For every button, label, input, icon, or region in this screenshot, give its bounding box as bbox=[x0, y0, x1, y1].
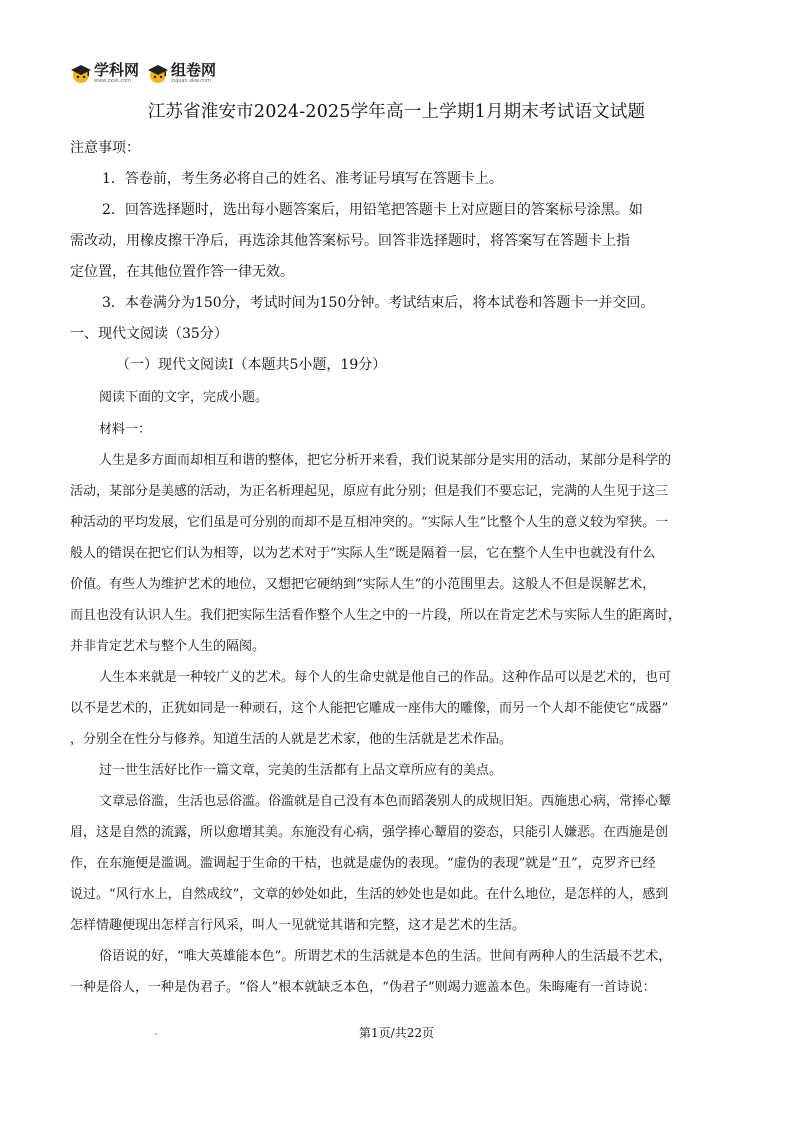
body-line: 一种是俗人，一种是伪君子。“俗人”根本就缺乏本色，“伪君子”则竭力遮盖本色。朱晦庵有一首诗说： bbox=[70, 980, 656, 995]
body-line: 活动，某部分是美感的活动，为正名析理起见，原应有此分别；但是我们不要忘记，完满的人生见于这三 bbox=[70, 484, 669, 499]
section-heading: 一、现代文阅读（35分） bbox=[70, 326, 228, 342]
logo-name: 组卷网 bbox=[171, 60, 217, 79]
xkw-logo bbox=[70, 62, 139, 84]
notice-heading: 注意事项： bbox=[70, 140, 140, 156]
logo-url: zujuan.xkw.com bbox=[171, 77, 211, 84]
material-label: 材料一： bbox=[99, 422, 152, 437]
body-line: 说过。“风行水上，自然成纹”，文章的妙处如此，生活的妙处也是如此。在什么地位，是怎样的人，感到 bbox=[70, 887, 669, 902]
logo-name: 学科网 bbox=[94, 60, 140, 79]
body-line: 以不是艺术的，正犹如同是一种顽石，这个人能把它雕成一座伟大的雕像，而另一个人却不能使它“成器” bbox=[70, 701, 669, 716]
body-line: 作，在东施便是滥调。滥调起于生命的干枯，也就是虚伪的表现。“虚伪的表现”就是“丑”，克罗齐已经 bbox=[70, 856, 656, 871]
body-line: 般人的错误在把它们认为相等，以为艺术对于“实际人生”既是隔着一层，它在整个人生中也就没有什么 bbox=[70, 546, 656, 561]
body-line: 价值。有些人为维护艺术的地位，又想把它硬纳到“实际人生”的小范围里去。这般人不但是误解艺术， bbox=[70, 577, 656, 592]
zjw-logo bbox=[147, 62, 216, 84]
graduation-cap-icon bbox=[147, 62, 169, 84]
subsection-heading: （一）现代文阅读Ⅰ（本题共5小题，19分） bbox=[116, 357, 387, 373]
logo-bar bbox=[70, 60, 224, 86]
logo-url: www.zxxk.com bbox=[94, 77, 132, 84]
body-line: ，分别全在性分与修养。知道生活的人就是艺术家，他的生活就是艺术作品。 bbox=[70, 732, 513, 747]
page-footer: 第1页/共22页 bbox=[359, 1026, 434, 1040]
notice-line: 3．本卷满分为150分，考试时间为150分钟。考试结束后，将本试卷和答题卡一并交回。 bbox=[102, 295, 655, 311]
body-line: 人生本来就是一种较广义的艺术。每个人的生命史就是他自己的作品。这种作品可以是艺术的，也可 bbox=[99, 670, 672, 685]
body-line: 俗语说的好，“唯大英雄能本色”。所谓艺术的生活就是本色的生活。世间有两种人的生活最不艺术， bbox=[99, 949, 672, 964]
instruction: 阅读下面的文字，完成小题。 bbox=[99, 390, 269, 405]
notice-line: 定位置，在其他位置作答一律无效。 bbox=[70, 264, 294, 280]
notice-line: 1．答卷前，考生务必将自己的姓名、准考证号填写在答题卡上。 bbox=[102, 171, 503, 187]
body-line: 怎样情趣便现出怎样言行风采，叫人一见就觉其谐和完整，这才是艺术的生活。 bbox=[70, 918, 526, 933]
body-line: 过一世生活好比作一篇文章，完美的生活都有上品文章所应有的美点。 bbox=[99, 763, 503, 778]
page-title: 江苏省淮安市2024-2025学年高一上学期1月期末考试语文试题 bbox=[147, 102, 646, 122]
body-line: 眉，这是自然的流露，所以愈增其美。东施没有心病，强学捧心颦眉的姿态，只能引人嫌恶。在西施是创 bbox=[70, 825, 669, 840]
notice-line: 需改动，用橡皮擦干净后，再选涂其他答案标号。回答非选择题时，将答案写在答题卡上指 bbox=[70, 233, 630, 249]
body-line: 而且也没有认识人生。我们把实际生活看作整个人生之中的一片段，所以在肯定艺术与实际人生的距离时， bbox=[70, 608, 682, 623]
notice-line: 2．回答选择题时，选出每小题答案后，用铅笔把答题卡上对应题目的答案标号涂黑。如 bbox=[102, 202, 643, 218]
body-line: 人生是多方面而却相互和谐的整体，把它分析开来看，我们说某部分是实用的活动，某部分是科学的 bbox=[99, 453, 672, 468]
body-line: 种活动的平均发展，它们虽是可分别的而却不是互相冲突的。“实际人生”比整个人生的意义较为窄狭。一 bbox=[70, 515, 669, 530]
body-line: 文章忌俗滥，生活也忌俗滥。俗滥就是自己没有本色而蹈袭别人的成规旧矩。西施患心病，常捧心颦 bbox=[99, 794, 672, 809]
body-line: 并非肯定艺术与整个人生的隔阂。 bbox=[70, 639, 266, 654]
graduation-cap-icon bbox=[70, 62, 92, 84]
